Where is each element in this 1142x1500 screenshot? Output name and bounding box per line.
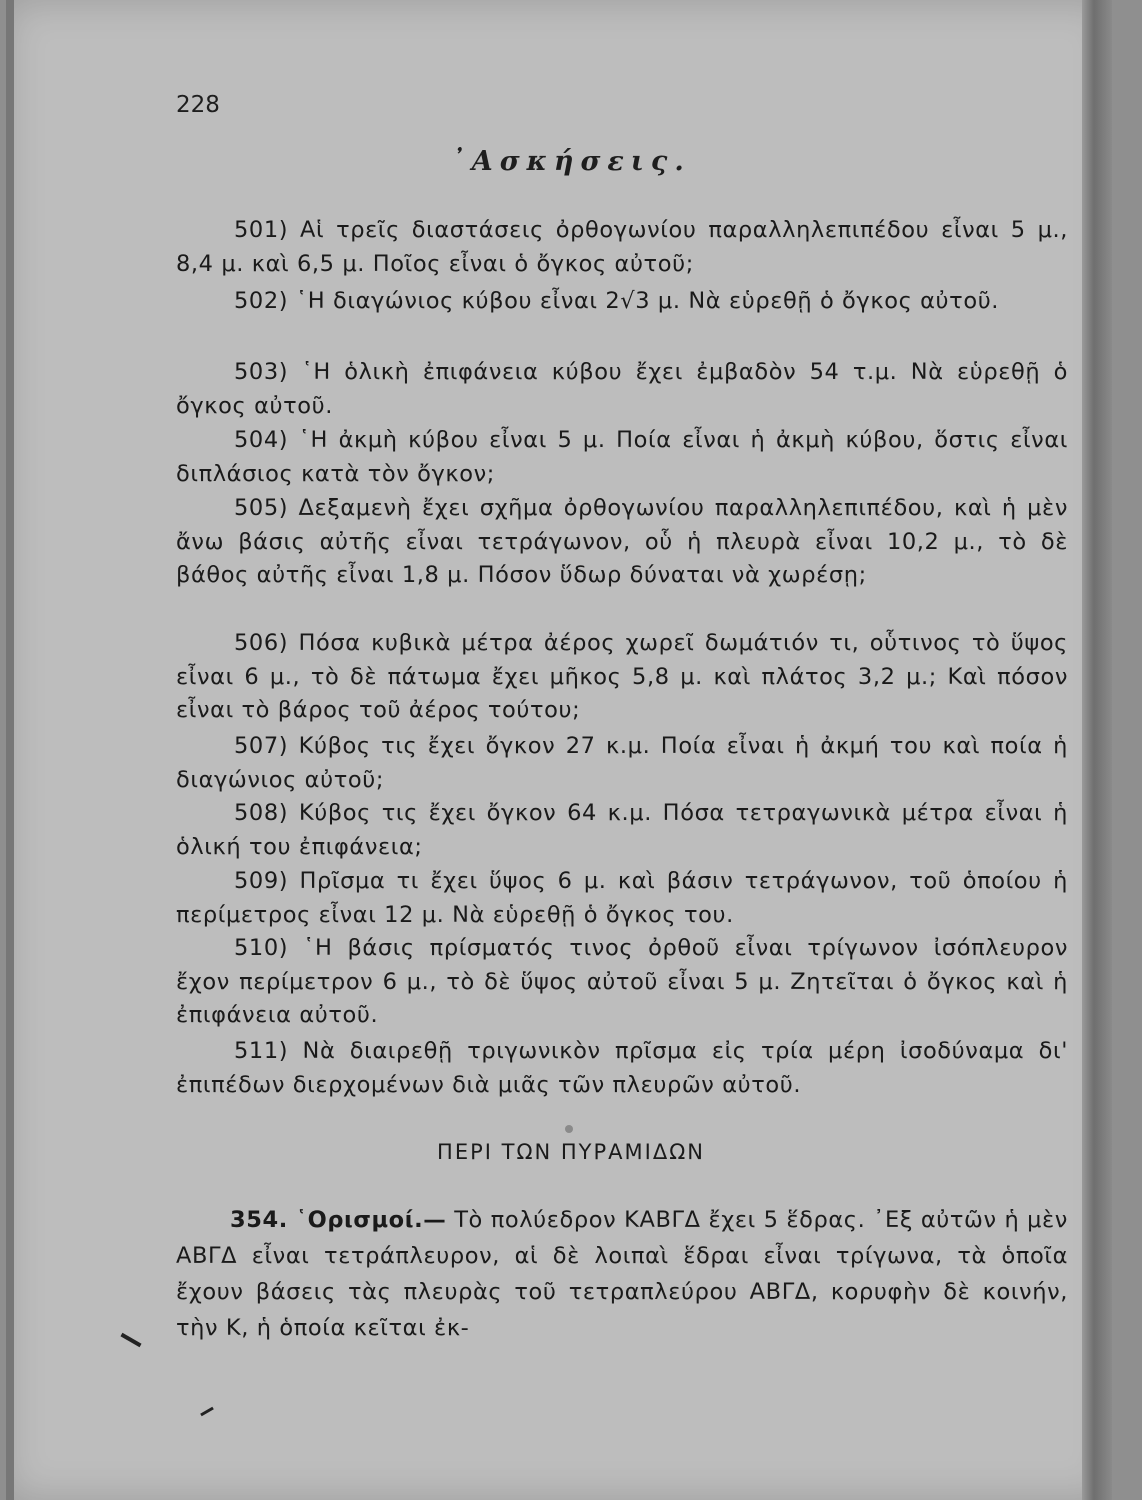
definition-text: Τὸ πολύεδρον ΚΑΒΓΔ ἔχει 5 ἕδρας. ᾿Εξ αὐτῶν ἡ μὲν ΑΒΓΔ εἶναι τετράπλευρον, αἱ δὲ λοιπαὶ ἕδραι εἶναι τρίγωνα, τὰ ὁποῖα ἔχουν βάσεις τὰς πλευρὰς τοῦ τετραπλεύρου ΑΒΓΔ, κορυφὴν δὲ κοινήν, τὴν Κ, ἡ ὁποία κεῖται ἐκ- (176, 1207, 1068, 1341)
exercises-heading: ᾿Ασκήσεις. (451, 146, 691, 177)
exercise-507: 507) Κύβος τις ἔχει ὄγκον 27 κ.μ. Ποία εἶναι ἡ ἀκμή του καὶ ποία ἡ διαγώνιος αὐτοῦ; (176, 733, 1068, 793)
exercise-504: 504) ῾Η ἀκμὴ κύβου εἶναι 5 μ. Ποία εἶναι ἡ ἀκμὴ κύβου, ὅστις εἶναι διπλάσιος κατὰ τὸν ὄγκον; (176, 427, 1068, 487)
exercise-503: 503) ῾Η ὁλικὴ ἐπιφάνεια κύβου ἔχει ἐμβαδὸν 54 τ.μ. Νὰ εὑρεθῇ ὁ ὄγκος αὐτοῦ. (176, 359, 1068, 419)
definition-title: ῾Ορισμοί.— (295, 1207, 447, 1233)
exercise-506: 506) Πόσα κυβικὰ μέτρα ἀέρος χωρεῖ δωμάτιόν τι, οὗτινος τὸ ὕψος εἶναι 6 μ., τὸ δὲ πάτωμα ἔχει μῆκος 5,8 μ. καὶ πλάτος 3,2 μ.; Καὶ πόσον εἶναι τὸ βάρος τοῦ ἀέρος τούτου; (176, 630, 1068, 723)
page-left-edge (6, 0, 14, 1500)
exercise-511: 511) Νὰ διαιρεθῇ τριγωνικὸν πρῖσμα εἰς τρία μέρη ἰσοδύναμα δι' ἐπιπέδων διερχομένων διὰ μιᾶς τῶν πλευρῶν αὐτοῦ. (176, 1038, 1068, 1098)
ink-dot (565, 1125, 573, 1133)
definition-paragraph (176, 1202, 1068, 1346)
exercise-508: 508) Κύβος τις ἔχει ὄγκον 64 κ.μ. Πόσα τετραγωνικὰ μέτρα εἶναι ἡ ὁλική του ἐπιφάνεια; (176, 800, 1068, 860)
exercise-502: 502) ῾Η διαγώνιος κύβου εἶναι 2√3 μ. Νὰ εὑρεθῇ ὁ ὄγκος αὐτοῦ. (234, 288, 1000, 314)
exercise-501: 501) Αἱ τρεῖς διαστάσεις ὀρθογωνίου παραλληλεπιπέδου εἶναι 5 μ., 8,4 μ. καὶ 6,5 μ. Ποῖος εἶναι ὁ ὄγκος αὐτοῦ; (176, 217, 1068, 277)
section-title: ΠΕΡΙ ΤΩΝ ΠΥΡΑΜΙΔΩΝ (437, 1140, 705, 1164)
definition-number: 354. (230, 1207, 288, 1233)
exercise-510: 510) ῾Η βάσις πρίσματός τινος ὀρθοῦ εἶναι τρίγωνον ἰσόπλευρον ἔχον περίμετρον 6 μ., τὸ δὲ ὕψος αὐτοῦ εἶναι 5 μ. Ζητεῖται ὁ ὄγκος καὶ ἡ ἐπιφάνεια αὐτοῦ. (176, 935, 1068, 1028)
exercise-505: 505) Δεξαμενὴ ἔχει σχῆμα ὀρθογωνίου παραλληλεπιπέδου, καὶ ἡ μὲν ἄνω βάσις αὐτῆς εἶναι τετράγωνον, οὗ ἡ πλευρὰ εἶναι 10,2 μ., τὸ δὲ βάθος αὐτῆς εἶναι 1,8 μ. Πόσον ὕδωρ δύναται νὰ χωρέσῃ; (176, 495, 1068, 588)
book-spine (1082, 0, 1112, 1500)
page-number: 228 (176, 92, 220, 118)
exercise-509: 509) Πρῖσμα τι ἔχει ὕψος 6 μ. καὶ βάσιν τετράγωνον, τοῦ ὁποίου ἡ περίμετρος εἶναι 12 μ. Νὰ εὑρεθῇ ὁ ὄγκος του. (176, 868, 1068, 928)
